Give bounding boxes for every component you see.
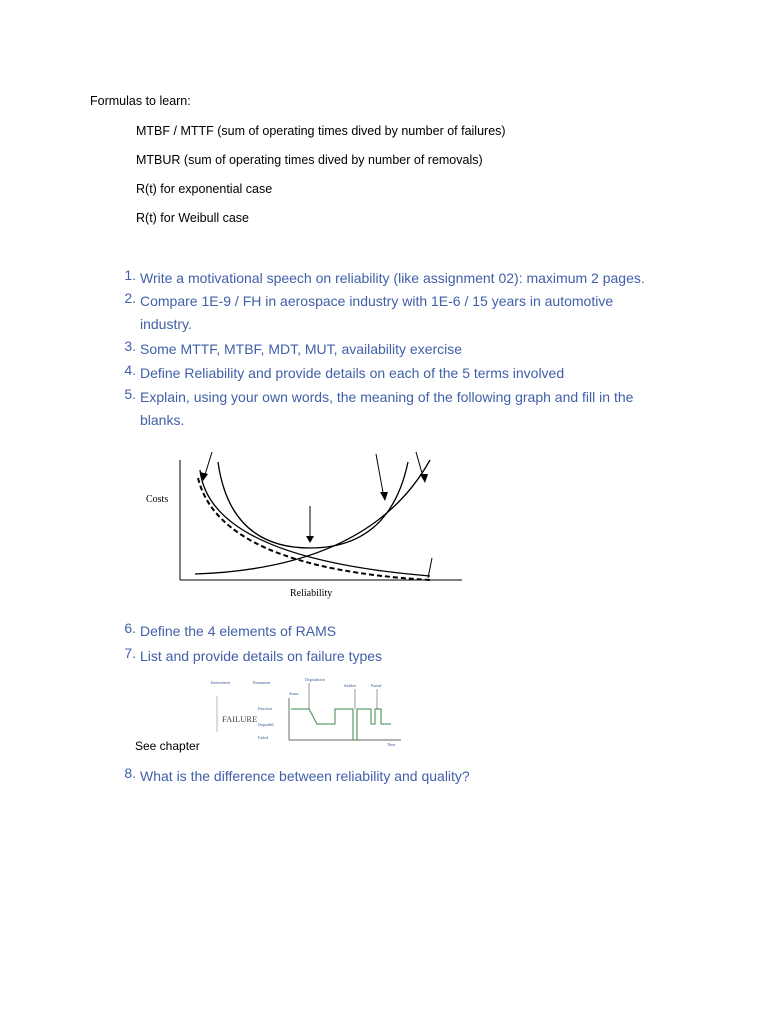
top-label: Partial bbox=[371, 683, 382, 688]
decreasing-cost-curve bbox=[200, 470, 430, 576]
minimum-arrowhead bbox=[306, 536, 314, 543]
level-label: Failed bbox=[258, 735, 268, 740]
question-text: List and provide details on failure types bbox=[140, 648, 383, 664]
top-label: Permanent bbox=[253, 680, 271, 685]
question-number: 7. bbox=[124, 645, 136, 661]
question-number: 4. bbox=[124, 362, 136, 378]
failure-label: FAILURE bbox=[222, 714, 258, 724]
formula-item: R(t) for exponential case bbox=[136, 182, 273, 196]
question-number: 8. bbox=[124, 765, 136, 781]
question-number: 1. bbox=[124, 267, 136, 283]
far-right-arrowhead bbox=[420, 474, 428, 483]
question-text: Define Reliability and provide details on each of the 5 terms involved bbox=[140, 365, 565, 381]
question-text: Write a motivational speech on reliability (like assignment 02): maximum 2 pages. bbox=[140, 270, 645, 286]
level-label: Degraded bbox=[258, 722, 274, 727]
formula-item: R(t) for Weibull case bbox=[136, 211, 249, 225]
cost-reliability-graph bbox=[140, 448, 470, 608]
formula-item: MTBF / MTTF (sum of operating times dived by number of failures) bbox=[136, 124, 506, 138]
question-text: Explain, using your own words, the meaning of the following graph and fill in the blanks. bbox=[140, 389, 634, 428]
see-chapter-note: See chapter bbox=[135, 739, 200, 753]
y-axis-label: Costs bbox=[146, 494, 169, 505]
question-number: 3. bbox=[124, 338, 136, 354]
level-label: Function bbox=[258, 706, 273, 711]
dashed-cost-curve bbox=[198, 478, 430, 580]
formula-item: MTBUR (sum of operating times dived by number of removals) bbox=[136, 153, 483, 167]
top-label: Sudden bbox=[344, 683, 356, 688]
right-arrowhead bbox=[380, 492, 388, 501]
x-axis-label: Reliability bbox=[290, 588, 333, 599]
status-label: Status bbox=[289, 691, 299, 696]
question-number: 6. bbox=[124, 620, 136, 636]
status-trace bbox=[291, 709, 391, 740]
top-label: Degradation bbox=[305, 677, 325, 682]
top-label: Intermittent bbox=[211, 680, 230, 685]
failure-types-diagram bbox=[205, 674, 405, 750]
time-label: Time bbox=[387, 742, 396, 747]
increasing-cost-curve bbox=[195, 460, 430, 574]
question-number: 2. bbox=[124, 290, 136, 306]
question-text: Define the 4 elements of RAMS bbox=[140, 623, 337, 639]
right-arrow bbox=[376, 454, 384, 498]
formulas-heading: Formulas to learn: bbox=[90, 94, 191, 108]
question-text: Some MTTF, MTBF, MDT, MUT, availability exercise bbox=[140, 341, 463, 357]
question-text: Compare 1E-9 / FH in aerospace industry with 1E-6 / 15 years in automotive industry. bbox=[140, 293, 614, 332]
question-text: What is the difference between reliability and quality? bbox=[140, 768, 470, 784]
question-number: 5. bbox=[124, 386, 136, 402]
end-arrow bbox=[428, 558, 432, 578]
